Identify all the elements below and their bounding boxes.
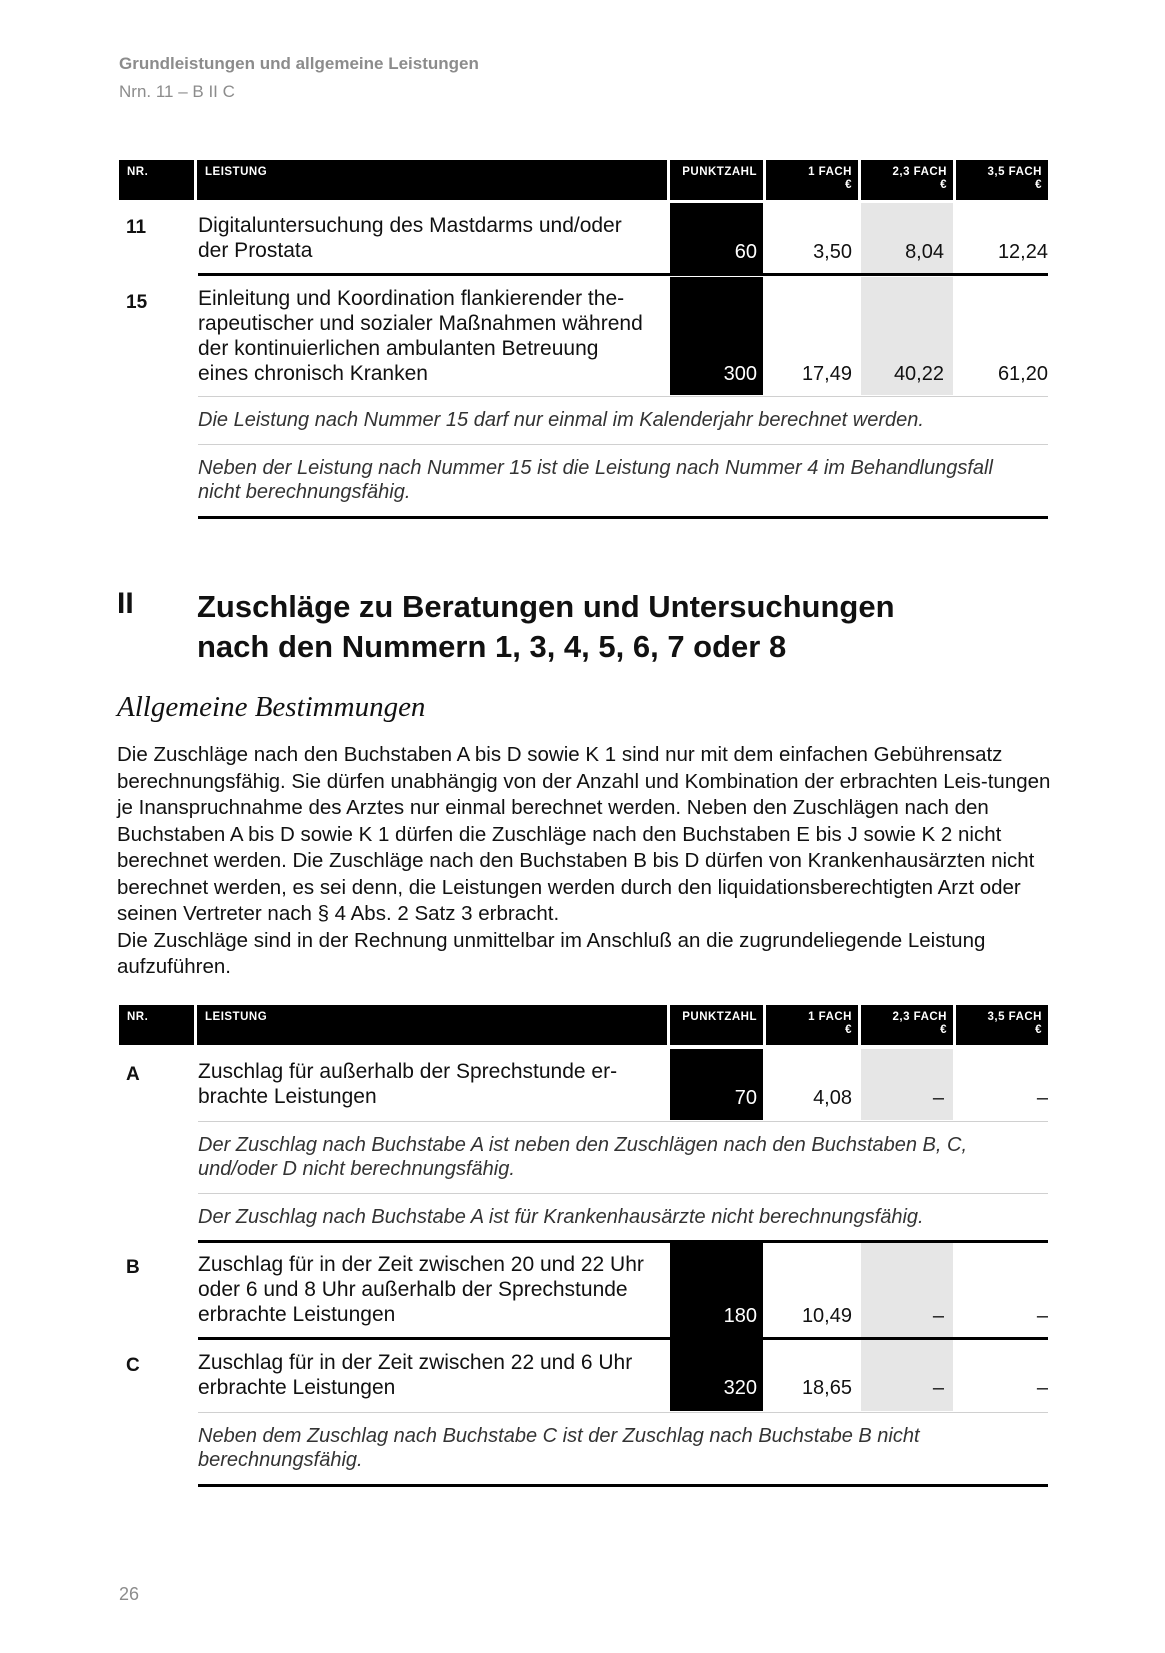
header-fach23: 2,3 FACH € [861, 1005, 953, 1045]
row-fach1: 3,50 [813, 241, 852, 263]
row-fach23: – [932, 1087, 944, 1109]
row-nr: C [126, 1355, 140, 1376]
row-nr: B [126, 1257, 140, 1278]
section-number: II [117, 587, 134, 620]
fach23-cell-bg [861, 203, 953, 275]
row-desc: Zuschlag für in der Zeit zwischen 20 und 22 Uhr oder 6 und 8 Uhr außerhalb der Sprechstunde erbrachte Leistungen [198, 1253, 644, 1326]
row-desc: Zuschlag für in der Zeit zwischen 22 und 6 Uhr erbrachte Leistungen [198, 1351, 633, 1399]
table-note: Der Zuschlag nach Buchstabe A ist für Krankenhausärzte nicht berechnungsfähig. [198, 1206, 924, 1228]
row-desc: Digitaluntersuchung des Mastdarms und/oder der Prostata [198, 214, 622, 262]
header-punktzahl: PUNKTZAHL [670, 1005, 763, 1045]
table-end-rule [198, 516, 1048, 519]
header-punktzahl: PUNKTZAHL [670, 160, 763, 200]
note-divider [198, 396, 1048, 397]
row-punktzahl: 70 [734, 1087, 757, 1109]
row-punktzahl: 300 [723, 363, 757, 385]
row-nr: 15 [126, 292, 148, 313]
running-header-range: Nrn. 11 – B II C [119, 82, 235, 101]
table-note: Neben dem Zuschlag nach Buchstabe C ist der Zuschlag nach Buchstabe B nicht berechnungsfähig. [198, 1425, 920, 1471]
row-divider [198, 1337, 1048, 1340]
header-fach1: 1 FACH € [766, 1005, 858, 1045]
row-fach35: – [1036, 1377, 1048, 1399]
row-desc: Zuschlag für außerhalb der Sprechstunde er-brachte Leistungen [198, 1060, 618, 1108]
header-nr: NR. [119, 160, 194, 200]
row-divider [198, 273, 1048, 276]
table-note: Der Zuschlag nach Buchstabe A ist neben den Zuschlägen nach den Buchstaben B, C, und/oder D nicht berechnungsfähig. [198, 1134, 968, 1180]
paragraph: Die Zuschläge sind in der Rechnung unmittelbar im Anschluß an die zugrundeliegende Leistung aufzuführen. [117, 928, 986, 978]
row-divider [198, 1240, 1048, 1243]
row-fach35: 61,20 [997, 363, 1048, 385]
subheading: Allgemeine Bestimmungen [117, 691, 426, 723]
row-desc: Einleitung und Koordination flankierender the-rapeutischer und sozialer Maßnahmen während der kontinuierlichen ambulanten Betreuung eines chronisch Kranken [198, 287, 643, 385]
table-header [119, 1005, 1048, 1045]
row-fach23: – [932, 1305, 944, 1327]
punktzahl-cell-bg [670, 1340, 763, 1411]
running-header-title: Grundleistungen und allgemeine Leistungen [119, 54, 479, 73]
paragraph: Die Zuschläge nach den Buchstaben A bis D sowie K 1 sind nur mit dem einfachen Gebührensatz berechnungsfähig. Sie dürfen unabhängig von der Anzahl und Kombination der erbrachten Leis-tungen je Inanspruchnahme des Arztes nur einmal berechnet werden. Neben den Zuschlägen nach den Buchstaben A bis D sowie K 1 dürfen die Zuschläge nach den Buchstaben E bis J sowie K 2 nicht berechnet werden. Die Zuschläge nach den Buchstaben B bis D dürfen von Krankenhausärzten nicht berechnet werden, es sei denn, die Leistungen werden durch den liquidationsberechtigten Arzt oder seinen Vertreter nach § 4 Abs. 2 Satz 3 erbracht. [117, 743, 1051, 925]
table-note: Neben der Leistung nach Nummer 15 ist die Leistung nach Nummer 4 im Behandlungsfall nicht berechnungsfähig. [198, 457, 993, 503]
row-fach1: 17,49 [801, 363, 852, 385]
note-divider [198, 1193, 1048, 1194]
table-header [119, 160, 1048, 200]
header-fach35: 3,5 FACH € [956, 160, 1048, 200]
header-fach1: 1 FACH € [766, 160, 858, 200]
row-fach35: – [1036, 1305, 1048, 1327]
fach23-cell-bg [861, 1340, 953, 1411]
row-fach23: – [932, 1377, 944, 1399]
note-divider [198, 444, 1048, 445]
row-fach23: 8,04 [905, 241, 944, 263]
header-nr: NR. [119, 1005, 194, 1045]
row-fach1: 4,08 [813, 1087, 852, 1109]
row-fach35: 12,24 [997, 241, 1048, 263]
section-title: Zuschläge zu Beratungen und Untersuchungen nach den Nummern 1, 3, 4, 5, 6, 7 oder 8 [197, 589, 895, 664]
row-punktzahl: 320 [723, 1377, 757, 1399]
row-fach23: 40,22 [893, 363, 944, 385]
row-fach1: 10,49 [801, 1305, 852, 1327]
header-fach23: 2,3 FACH € [861, 160, 953, 200]
note-divider [198, 1412, 1048, 1413]
row-punktzahl: 60 [734, 241, 757, 263]
row-nr: 11 [126, 217, 147, 238]
page-number: 26 [119, 1584, 140, 1604]
header-fach35: 3,5 FACH € [956, 1005, 1048, 1045]
row-punktzahl: 180 [723, 1305, 757, 1327]
header-leistung: LEISTUNG [197, 160, 667, 200]
row-nr: A [126, 1064, 140, 1085]
row-fach1: 18,65 [801, 1377, 852, 1399]
table-end-rule [198, 1484, 1048, 1487]
punktzahl-cell-bg [670, 203, 763, 275]
row-fach35: – [1036, 1087, 1048, 1109]
table-note: Die Leistung nach Nummer 15 darf nur einmal im Kalenderjahr berechnet werden. [198, 409, 924, 431]
general-provisions-text [117, 742, 1052, 981]
note-divider [198, 1121, 1048, 1122]
header-leistung: LEISTUNG [197, 1005, 667, 1045]
